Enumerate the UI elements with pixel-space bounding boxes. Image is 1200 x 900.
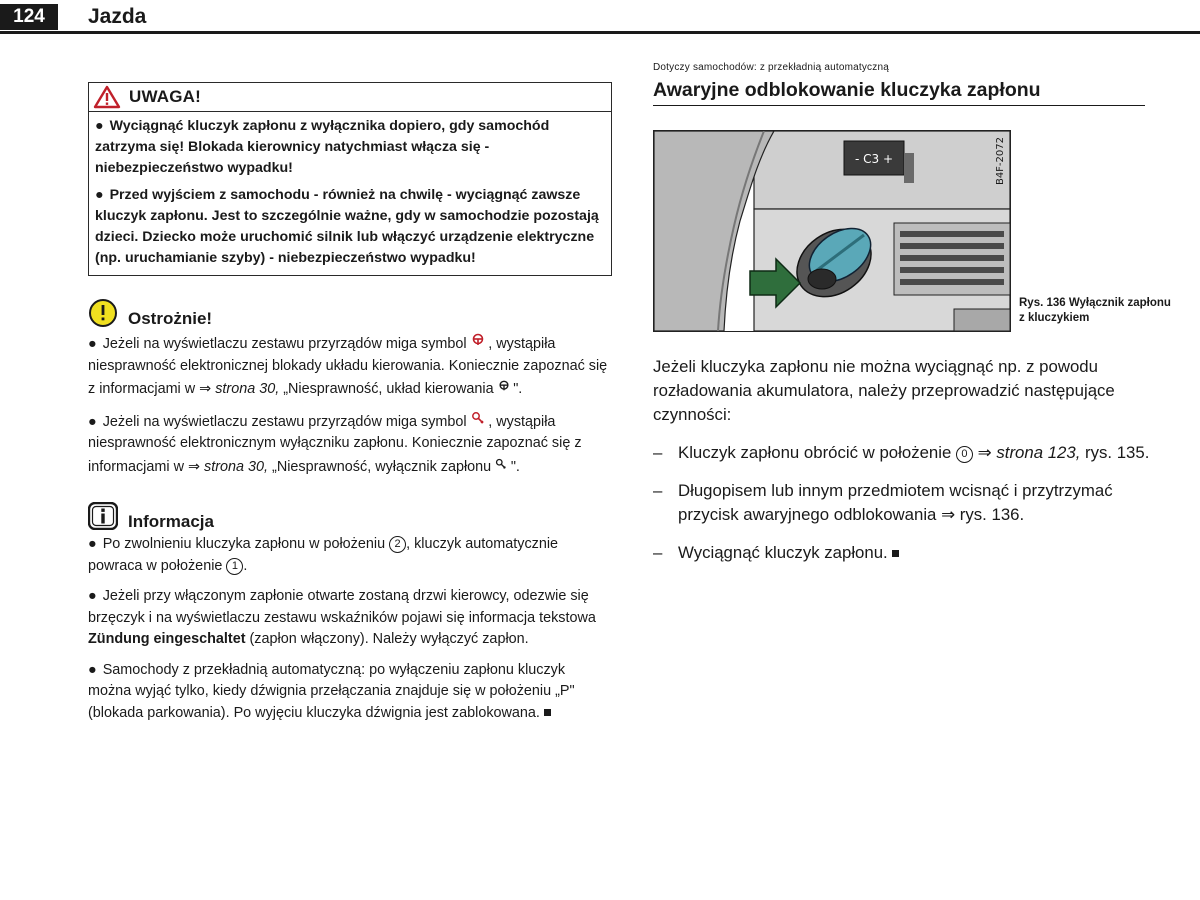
arrow-symbol: ⇒ <box>187 458 201 475</box>
header-rule <box>0 31 1200 34</box>
ignition-switch-illustration <box>654 131 1010 331</box>
bullet: ● <box>95 118 104 134</box>
arrow-symbol: ⇒ <box>199 381 212 397</box>
step-item: – Długopisem lub innym przedmiotem wcisnąć i przytrzymać przycisk awaryjnego odblokowania ⇒ rys. 136. <box>653 479 1173 527</box>
display-message: Zündung eingeschaltet <box>88 631 246 647</box>
caution-icon <box>88 298 118 328</box>
steering-fault-icon <box>471 335 489 350</box>
warning-triangle-icon <box>93 85 121 109</box>
figure-illustration <box>653 130 1011 332</box>
bullet: ● <box>88 588 97 604</box>
page-ref: strona 30, <box>204 458 269 475</box>
dash: – <box>653 543 663 562</box>
info-title: Informacja <box>128 512 214 531</box>
panel-label: - C3 + <box>854 152 894 166</box>
figure-row <box>653 130 1173 330</box>
caution-item: ● Jeżeli na wyświetlaczu zestawu przyrządów miga symbol , wystąpiła niesprawność elektronicznym wyłączniku zapłonu. Koniecznie zapoznać się z informacjami w ⇒ strona 30, „Niesprawność, wyłącznik zapłonu ". <box>88 413 582 475</box>
warning-body <box>89 112 611 275</box>
page-ref: strona 123, <box>996 443 1081 462</box>
step-item: – Kluczyk zapłonu obrócić w położenie 0 ⇒ strona 123, rys. 135. <box>653 441 1173 465</box>
instructions <box>653 355 1173 565</box>
dash: – <box>653 443 663 462</box>
bullet: ● <box>88 661 97 678</box>
end-mark <box>544 709 551 716</box>
dash: – <box>653 481 663 500</box>
right-column <box>653 62 1173 565</box>
air-vent <box>894 223 1010 295</box>
page-ref: strona 30, <box>215 381 280 397</box>
caution-title: Ostrożnie! <box>128 309 213 328</box>
steering-lock-icon <box>498 380 514 395</box>
figure-caption: Rys. 136 Wyłącznik zapłonu z kluczykiem <box>1019 297 1171 324</box>
info-item: ● Jeżeli przy włączonym zapłonie otwarte zostaną drzwi kierowcy, odezwie się brzęczyk i na wyświetlaczu zestawu wskaźników pojawi się informacja tekstowa Zündung eingeschaltet (zapłon włączony). Należy wyłączyć zapłon. <box>88 588 596 647</box>
section-heading: Awaryjne odblokowanie kluczyka zapłonu <box>653 77 1145 106</box>
caution-header <box>88 298 612 328</box>
end-mark <box>892 550 899 557</box>
caution-note <box>88 298 612 478</box>
bullet: ● <box>95 187 104 203</box>
figure-code: B4F-2072 <box>995 137 1006 186</box>
position-1-badge: 1 <box>226 558 243 575</box>
bullet: ● <box>88 413 97 430</box>
page-number: 124 <box>0 4 58 30</box>
warning-title: UWAGA! <box>129 87 202 106</box>
warning-box <box>88 82 612 276</box>
warning-header <box>89 83 611 112</box>
warning-item: ● Przed wyjściem z samochodu - również na chwilę - wyciągnąć zawsze kluczyk zapłonu. Jest to szczególnie ważne, gdy w samochodzie pozostają dzieci. Dziecko może uruchomić silnik lub włączyć urządzenie elektryczne (np. uruchamianie szyby) - niebezpieczeństwo wypadku! <box>95 187 599 266</box>
position-0-badge: 0 <box>956 446 973 463</box>
intro-text: Jeżeli kluczyka zapłonu nie można wyciągnąć np. z powodu rozładowania akumulatora, należy przeprowadzić następujące czynności: <box>653 357 1115 424</box>
caution-item: ● Jeżeli na wyświetlaczu zestawu przyrządów miga symbol , wystąpiła niesprawność elektronicznej blokady układu kierowania. Koniecznie zapoznać się z informacjami w ⇒ strona 30, „Niesprawność, układ kierowania ". <box>88 336 608 397</box>
info-icon <box>88 502 118 530</box>
section-title: Jazda <box>88 5 147 28</box>
info-item: ● Po zwolnieniu kluczyka zapłonu w położeniu 2 , kluczyk automatycznie powraca w położenie 1 . <box>88 536 559 574</box>
applies-to-note: Dotyczy samochodów: z przekładnią automatyczną <box>653 62 889 73</box>
ignition-key-icon <box>495 458 511 473</box>
arrow-symbol: ⇒ <box>977 443 992 462</box>
warning-item: ● Wyciągnąć kluczyk zapłonu z wyłącznika dopiero, gdy samochód zatrzyma się! Blokada kierownicy natychmiast włącza się - niebezpieczeństwo wypadku! <box>95 118 550 176</box>
bullet: ● <box>88 536 97 552</box>
info-header <box>88 502 612 530</box>
page-header <box>0 0 1200 34</box>
position-2-badge: 2 <box>389 536 406 553</box>
step-item: – Wyciągnąć kluczyk zapłonu. <box>653 541 1173 565</box>
left-column <box>88 82 612 724</box>
info-note <box>88 502 612 724</box>
ignition-fault-icon <box>471 413 489 428</box>
arrow-symbol: ⇒ <box>941 505 956 524</box>
bullet: ● <box>88 336 97 352</box>
info-item: ● Samochody z przekładnią automatyczną: po wyłączeniu zapłonu kluczyk można wyjąć tylko, kiedy dźwignia przełączania znajduje się w położeniu „P" (blokada parkowania). Po wyjęciu kluczyka dźwignia jest zablokowana. <box>88 661 575 721</box>
